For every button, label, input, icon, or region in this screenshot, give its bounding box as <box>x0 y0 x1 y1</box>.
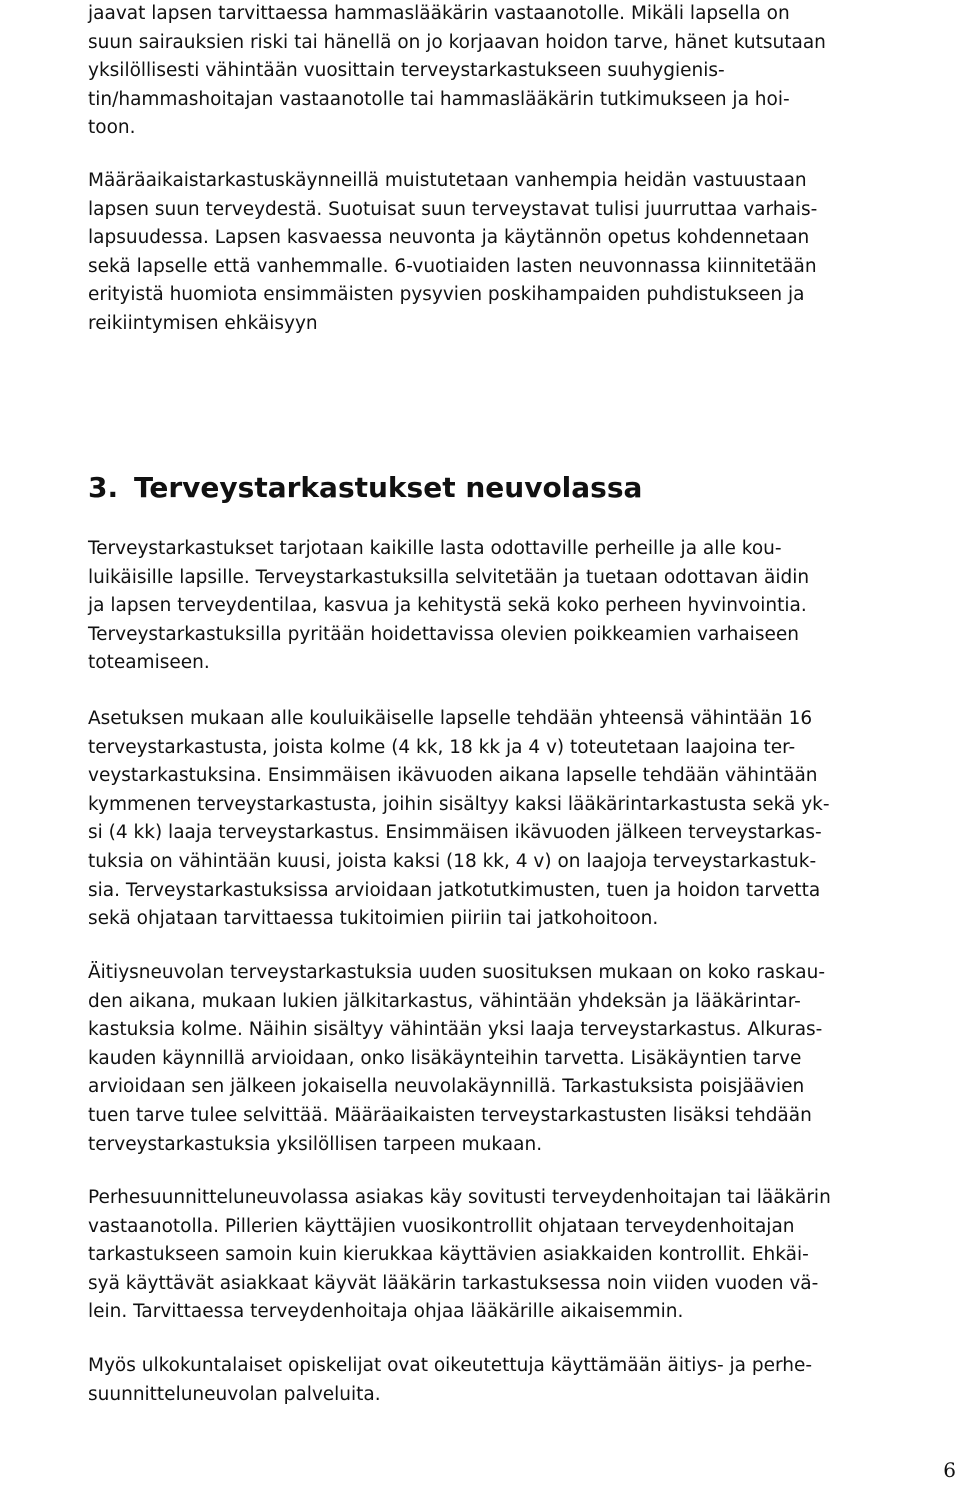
text-line: Terveystarkastukset tarjotaan kaikille lasta odottaville perheille ja alle kou- <box>88 538 782 559</box>
text-line: Asetuksen mukaan alle kouluikäiselle lapselle tehdään yhteensä vähintään 16 <box>88 708 813 729</box>
paragraph-maternity-clinic <box>88 959 950 1159</box>
text-line: lapsuudessa. Lapsen kasvaessa neuvonta ja käytännön opetus kohdennetaan <box>88 227 810 249</box>
text-line: jaavat lapsen tarvittaessa hammaslääkärin vastaanotolle. Mikäli lapsella on <box>88 3 790 24</box>
text-line: lein. Tarvittaessa terveydenhoitaja ohjaa lääkärille aikaisemmin. <box>88 1301 684 1323</box>
text-line: syä käyttävät asiakkaat käyvät lääkärin tarkastuksessa noin viiden vuoden vä- <box>88 1272 819 1294</box>
text-line: Perhesuunnitteluneuvolassa asiakas käy sovitusti terveydenhoitajan tai lääkärin <box>88 1187 831 1208</box>
text-line: toteamiseen. <box>88 652 210 674</box>
text-line: si (4 kk) laaja terveystarkastus. Ensimmäisen ikävuoden jälkeen terveystarkas- <box>88 822 822 844</box>
text-line: Myös ulkokuntalaiset opiskelijat ovat oikeutettuja käyttämään äitiys- ja perhe- <box>88 1355 813 1376</box>
text-line: Määräaikaistarkastuskäynneillä muistutetaan vanhempia heidän vastuustaan <box>88 170 807 191</box>
text-line: Terveystarkastuksilla pyritään hoidettavissa olevien poikkeamien varhaiseen <box>88 623 799 645</box>
text-line: toon. <box>88 117 136 139</box>
paragraph-health-checks <box>88 535 950 678</box>
text-line: sekä ohjataan tarvittaessa tukitoimien piiriin tai jatkohoitoon. <box>88 908 659 930</box>
text-line: erityistä huomiota ensimmäisten pysyvien poskihampaiden puhdistukseen ja <box>88 284 805 306</box>
paragraph-decree <box>88 705 950 934</box>
text-line: kauden käynnillä arvioidaan, onko lisäkäynteihin tarvetta. Lisäkäyntien tarve <box>88 1047 802 1069</box>
text-line: vastaanotolla. Pillerien käyttäjien vuosikontrollit ohjataan terveydenhoitajan <box>88 1215 795 1237</box>
text-line: terveystarkastuksia yksilöllisen tarpeen mukaan. <box>88 1133 543 1155</box>
text-line: suunnitteluneuvolan palveluita. <box>88 1383 381 1405</box>
page-number: 6 <box>943 1458 956 1482</box>
section-title: Terveystarkastukset neuvolassa <box>134 471 643 504</box>
paragraph-students <box>88 1352 950 1409</box>
paragraph-recall-visits <box>88 167 950 339</box>
text-line: reikiintymisen ehkäisyyn <box>88 312 318 334</box>
text-line: tarkastukseen samoin kuin kierukkaa käyttävien asiakkaiden kontrollit. Ehkäi- <box>88 1244 809 1266</box>
section-heading <box>88 470 642 506</box>
text-line: luikäisille lapsille. Terveystarkastuksilla selvitetään ja tuetaan odottavan äidin <box>88 566 810 588</box>
text-line: suun sairauksien riski tai hänellä on jo korjaavan hoidon tarve, hänet kutsutaan <box>88 31 826 53</box>
text-line: tuksia on vähintään kuusi, joista kaksi (18 kk, 4 v) on laajoja terveystarkastuk- <box>88 850 817 872</box>
text-line: kastuksia kolme. Näihin sisältyy vähintään yksi laaja terveystarkastus. Alkuras- <box>88 1019 823 1041</box>
text-line: kymmenen terveystarkastusta, joihin sisältyy kaksi lääkärintarkastusta sekä yk- <box>88 793 830 815</box>
text-line: yksilöllisesti vähintään vuosittain terveystarkastukseen suuhygienis- <box>88 60 725 82</box>
text-line: terveystarkastusta, joista kolme (4 kk, 18 kk ja 4 v) toteutetaan laajoina ter- <box>88 736 796 758</box>
text-line: tin/hammashoitajan vastaanotolle tai hammaslääkärin tutkimukseen ja hoi- <box>88 88 790 110</box>
text-line: ja lapsen terveydentilaa, kasvua ja kehitystä sekä koko perheen hyvinvointia. <box>88 595 807 617</box>
text-line: sia. Terveystarkastuksissa arvioidaan jatkotutkimusten, tuen ja hoidon tarvetta <box>88 879 821 901</box>
text-line: tuen tarve tulee selvittää. Määräaikaisten terveystarkastusten lisäksi tehdään <box>88 1104 812 1126</box>
text-line: veystarkastuksina. Ensimmäisen ikävuoden aikana lapselle tehdään vähintään <box>88 765 818 787</box>
text-line: sekä lapselle että vanhemmalle. 6-vuotiaiden lasten neuvonnassa kiinnitetään <box>88 255 817 277</box>
paragraph-intro <box>88 0 950 143</box>
paragraph-family-planning <box>88 1184 950 1327</box>
section-number: 3. <box>88 471 119 504</box>
text-line: lapsen suun terveydestä. Suotuisat suun terveystavat tulisi juurruttaa varhais- <box>88 198 818 220</box>
text-line: arvioidaan sen jälkeen jokaisella neuvolakäynnillä. Tarkastuksista poisjäävien <box>88 1076 805 1098</box>
text-line: den aikana, mukaan lukien jälkitarkastus, vähintään yhdeksän ja lääkärintar- <box>88 990 801 1012</box>
text-line: Äitiysneuvolan terveystarkastuksia uuden suosituksen mukaan on koko raskau- <box>88 962 825 983</box>
